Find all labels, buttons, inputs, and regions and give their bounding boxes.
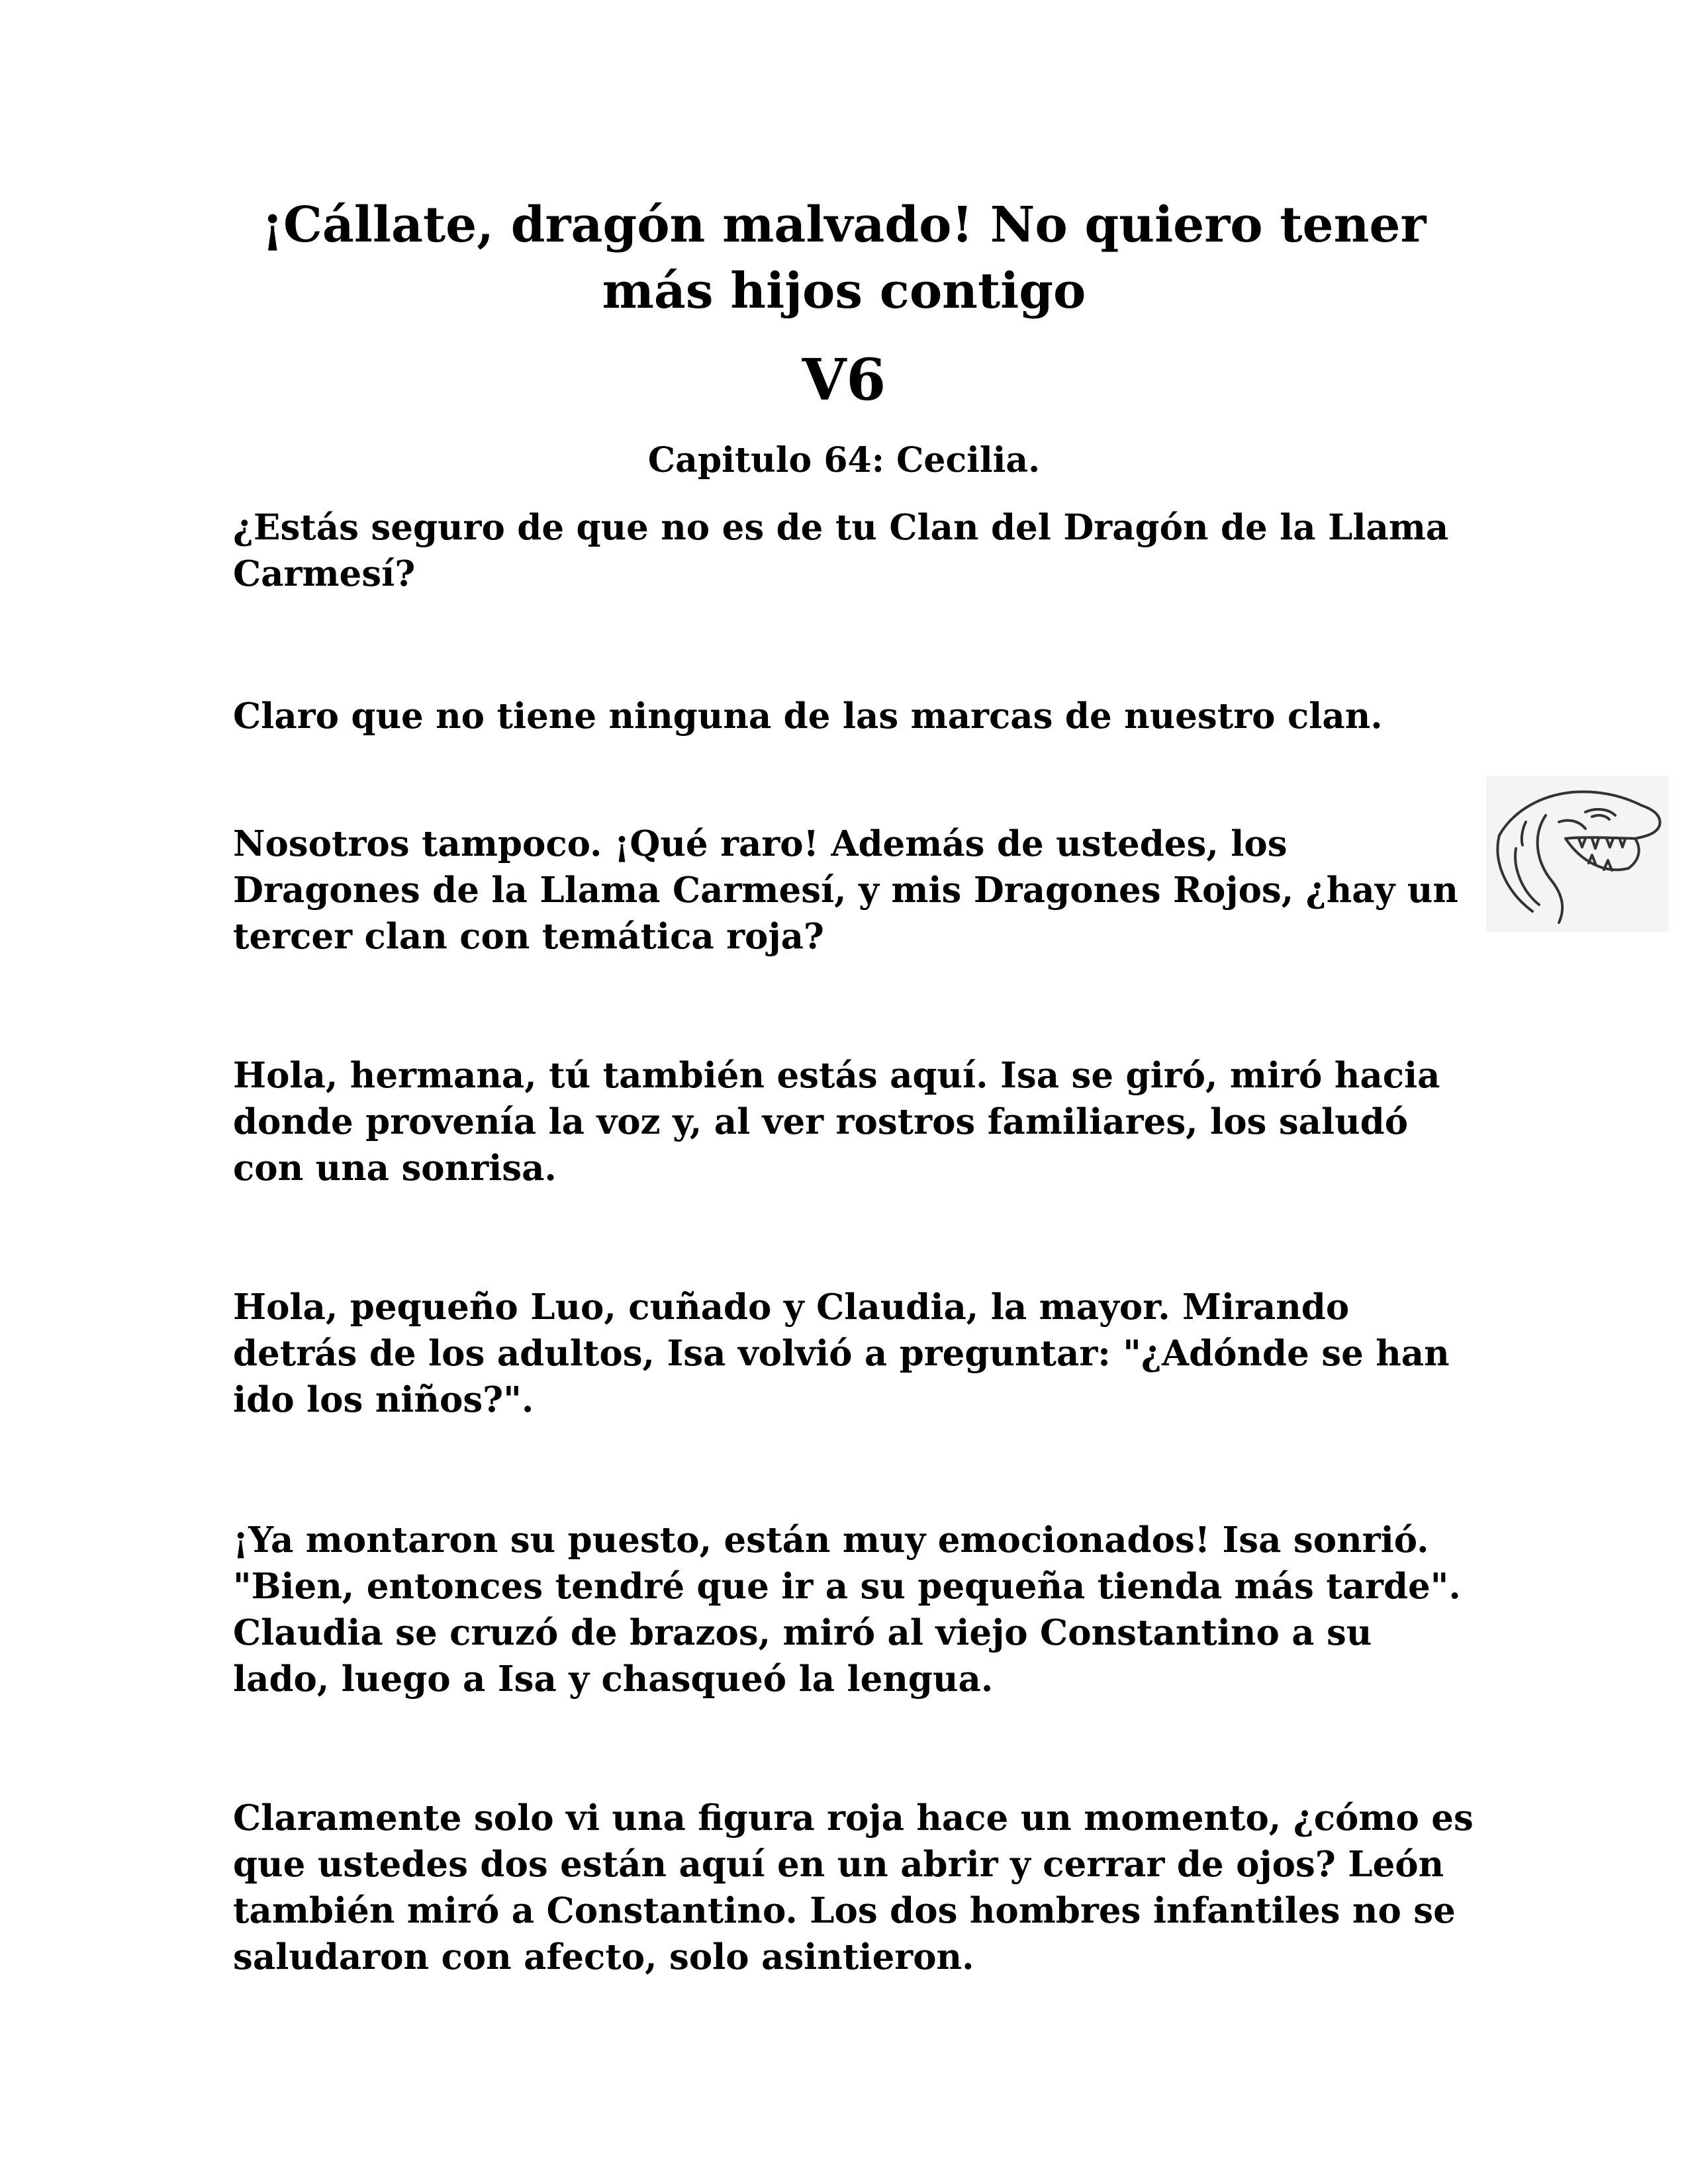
chapter-heading: Capitulo 64: Cecilia. [647, 440, 1041, 480]
paragraph: Hola, hermana, tú también estás aquí. Isa se giró, miró hacia donde provenía la voz y, al ver rostros familiares, los saludó con una sonrisa. [233, 1055, 1440, 1189]
paragraph: Claro que no tiene ninguna de las marcas de nuestro clan. [233, 696, 1383, 737]
dragon-head-sketch-icon [1486, 776, 1669, 932]
paragraph: Nosotros tampoco. ¡Qué raro! Además de ustedes, los Dragones de la Llama Carmesí, y mis Dragones Rojos, ¿hay un tercer clan con temática roja? [233, 823, 1458, 957]
volume-label: V6 [802, 347, 886, 414]
paragraph: Hola, pequeño Luo, cuñado y Claudia, la mayor. Mirando detrás de los adultos, Isa volvió a preguntar: "¿Adónde se han ido los niños?". [233, 1287, 1450, 1420]
document-title: ¡Cállate, dragón malvado! No quiero tener más hijos contigo [261, 197, 1427, 320]
paragraph: ¿Estás seguro de que no es de tu Clan del Dragón de la Llama Carmesí? [233, 507, 1449, 594]
paragraph: ¡Ya montaron su puesto, están muy emocionados! Isa sonrió. "Bien, entonces tendré que ir a su pequeña tienda más tarde". Claudia se cruzó de brazos, miró al viejo Constantino a su lado, luego a Isa y chasqueó la lengua. [233, 1520, 1461, 1700]
paragraph: Claramente solo vi una figura roja hace un momento, ¿cómo es que ustedes dos están aquí en un abrir y cerrar de ojos? León también miró a Constantino. Los dos hombres infantiles no se saludaron con afecto, solo asintieron. [233, 1797, 1474, 1978]
